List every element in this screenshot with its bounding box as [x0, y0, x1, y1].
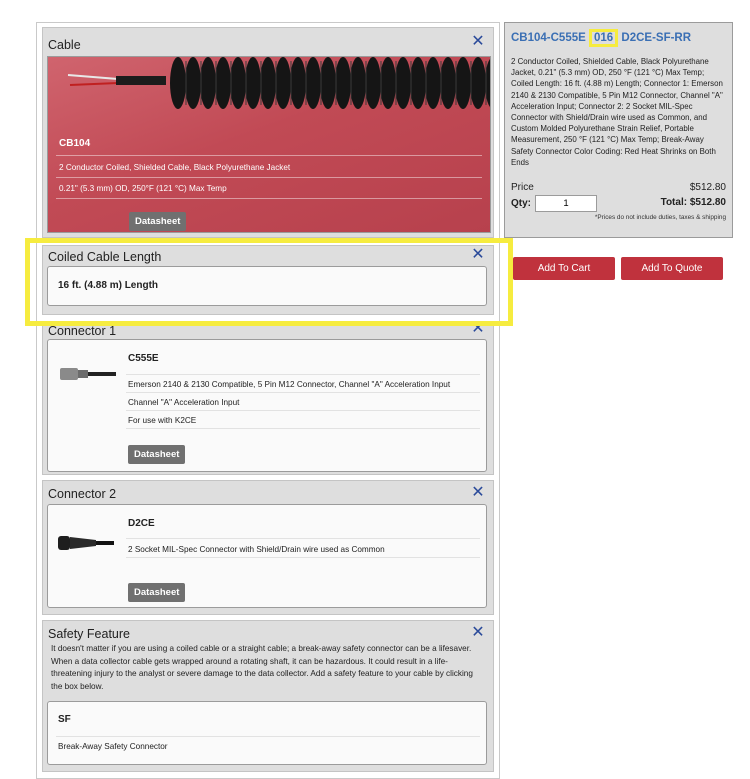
safety-option-card[interactable] [47, 701, 487, 765]
divider [126, 410, 480, 411]
safety-description: It doesn't matter if you are using a coiled cable or a straight cable; a break-away safety connector can be a lifesaver. When a data collector cable gets wrapped around a rotating shaft, it can be hazardous. It could result in a life-threatening injury to the analyst or severe damage to the data collector. Add a safety feature to your cable by clicking the box below. [51, 644, 473, 691]
part-number-prefix: CB104-C555E [511, 32, 586, 44]
section-title: Coiled Cable Length [48, 250, 162, 264]
total-value: $512.80 [689, 197, 726, 208]
connector-image [56, 533, 116, 553]
part-number-length-code: 016 [589, 29, 618, 47]
datasheet-button[interactable]: Datasheet [128, 583, 185, 602]
safety-name: Break-Away Safety Connector [58, 742, 168, 751]
divider [126, 538, 480, 539]
price-value: $512.80 [689, 182, 726, 193]
connector1-section [42, 321, 494, 475]
datasheet-button[interactable]: Datasheet [129, 212, 186, 231]
cable-description: 2 Conductor Coiled, Shielded Cable, Black Polyurethane Jacket [59, 163, 291, 172]
close-icon[interactable]: ✕ [471, 320, 485, 337]
length-value: 16 ft. (4.88 m) Length [58, 280, 159, 291]
safety-section [42, 620, 494, 772]
section-title: Cable [48, 38, 81, 52]
coiled-cable-image [48, 57, 491, 137]
close-icon[interactable]: ✕ [471, 246, 485, 263]
total-label: Total: [660, 197, 688, 208]
connector-name: D2CE [128, 518, 155, 529]
connector-description: 2 Socket MIL-Spec Connector with Shield/Drain wire used as Common [128, 545, 385, 554]
divider [126, 557, 480, 558]
close-icon[interactable]: ✕ [471, 33, 485, 50]
cable-spec: 0.21" (5.3 mm) OD, 250°F (121 °C) Max Temp [59, 184, 227, 193]
price-label: Price [511, 182, 534, 193]
divider [56, 198, 482, 199]
connector-channel: Channel "A" Acceleration Input [128, 398, 240, 407]
connector2-card[interactable] [47, 504, 487, 608]
section-title: Connector 1 [48, 324, 117, 338]
qty-label: Qty: [511, 198, 531, 209]
total [661, 197, 726, 208]
add-to-quote-button[interactable]: Add To Quote [621, 257, 723, 280]
price-note: *Prices do not include duties, taxes & shipping [594, 214, 726, 221]
cable-product-card[interactable] [47, 56, 491, 233]
connector-name: C555E [128, 353, 159, 364]
close-icon[interactable]: ✕ [471, 484, 485, 501]
length-option-card[interactable] [47, 266, 487, 306]
section-title: Connector 2 [48, 487, 117, 501]
divider [56, 155, 482, 156]
divider [126, 428, 480, 429]
add-to-cart-button[interactable]: Add To Cart [513, 257, 615, 280]
datasheet-button[interactable]: Datasheet [128, 445, 185, 464]
divider [126, 374, 480, 375]
configuration-summary [504, 22, 733, 238]
configurator-column [36, 22, 500, 779]
connector-image [58, 364, 118, 384]
length-section [42, 245, 494, 315]
safety-code: SF [58, 714, 71, 725]
connector-description: Emerson 2140 & 2130 Compatible, 5 Pin M12 Connector, Channel "A" Acceleration Input [128, 380, 451, 389]
close-icon[interactable]: ✕ [471, 624, 485, 641]
part-number [511, 32, 691, 44]
cable-name: CB104 [59, 138, 91, 149]
section-title: Safety Feature [48, 627, 130, 641]
divider [56, 736, 480, 737]
connector1-card[interactable] [47, 339, 487, 472]
part-number-suffix: D2CE-SF-RR [621, 32, 692, 44]
divider [56, 177, 482, 178]
cable-section [42, 27, 494, 238]
configuration-description: 2 Conductor Coiled, Shielded Cable, Black Polyurethane Jacket, 0.21" (5.3 mm) OD, 250 °F (121 °C) Max Temp; Coiled Length: 16 ft. (4.88 m) Length; Connector 1: Emerson 2140 & 2130 Compatible, 5 Pin M12 Connector, Channel "A" Acceleration Input; Connector 2: 2 Socket MIL-Spec Connector with Shield/Drain wire used as Common, and Custom Molded Polyurethane Strain Relief, Portable Measurement, 250 °F (121 °C) Max Temp; Break-Away Safety Connector Color Coding: Red Heat Shrinks on Both Ends [511, 57, 723, 167]
divider [126, 392, 480, 393]
connector-compat: For use with K2CE [128, 416, 197, 425]
qty-input[interactable] [535, 195, 597, 212]
connector2-section [42, 480, 494, 615]
